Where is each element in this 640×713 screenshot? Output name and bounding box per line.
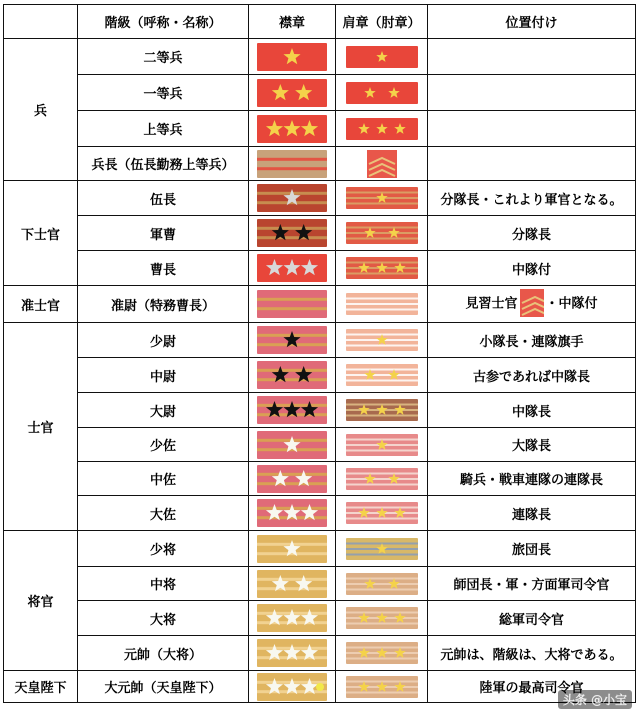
category-cell: 兵 (4, 39, 78, 181)
chevron-insignia-icon (367, 150, 397, 178)
shoulder-insignia-icon (346, 222, 418, 244)
collar-cell (249, 601, 336, 636)
position-cell: 師団長・軍・方面軍司令官 (428, 567, 636, 601)
shoulder-cell (336, 393, 428, 428)
insignia-stripe (257, 587, 327, 590)
table-row (4, 216, 636, 251)
position-cell: 古参であれば中隊長 (428, 358, 636, 393)
insignia-stripe (346, 227, 418, 229)
insignia-stripe (346, 691, 418, 693)
rank-name-cell: 大将 (78, 601, 249, 636)
shoulder-cell (336, 358, 428, 393)
shoulder-insignia-icon (346, 502, 418, 524)
position-cell: 総軍司令官 (428, 601, 636, 636)
collar-cell (249, 181, 336, 216)
rank-name-cell: 少将 (78, 531, 249, 567)
collar-insignia-icon (257, 43, 327, 71)
rank-name-cell: 中将 (78, 567, 249, 601)
insignia-stripe (257, 378, 327, 381)
collar-insignia-icon (257, 361, 327, 389)
collar-insignia-icon (257, 219, 327, 247)
rank-name-cell: 中尉 (78, 358, 249, 393)
insignia-stripe (257, 482, 327, 485)
insignia-stripe (346, 303, 418, 305)
position-cell (428, 111, 636, 147)
collar-cell (249, 358, 336, 393)
table-row (4, 181, 636, 216)
shoulder-insignia-icon (346, 607, 418, 629)
insignia-stripe (257, 227, 327, 230)
position-cell: 旅団長 (428, 531, 636, 567)
collar-cell (249, 393, 336, 428)
insignia-background (257, 219, 327, 247)
insignia-stripe (346, 369, 418, 371)
insignia-background (257, 150, 327, 178)
position-cell: 中隊付 (428, 251, 636, 286)
collar-insignia-icon (257, 431, 327, 459)
shoulder-insignia-icon (346, 538, 418, 560)
table-row (4, 393, 636, 428)
insignia-stripe (257, 472, 327, 475)
insignia-stripe (346, 583, 418, 585)
shoulder-insignia-icon (346, 46, 418, 68)
collar-cell (249, 75, 336, 111)
insignia-stripe (257, 369, 327, 372)
collar-cell (249, 671, 336, 703)
rank-name-cell: 大元帥（天皇陛下） (78, 671, 249, 703)
table-row (4, 428, 636, 462)
table-row (4, 147, 636, 181)
collar-cell (249, 531, 336, 567)
insignia-stripe (346, 588, 418, 590)
position-cell: 大隊長 (428, 428, 636, 462)
rank-name-cell: 少佐 (78, 428, 249, 462)
collar-cell (249, 147, 336, 181)
insignia-stripe (346, 203, 418, 205)
shoulder-insignia-icon (346, 434, 418, 456)
shoulder-insignia-icon (346, 257, 418, 279)
shoulder-cell (336, 496, 428, 531)
chrysanthemum-mark (316, 683, 324, 691)
shoulder-cell (336, 671, 428, 703)
collar-insignia-icon (257, 639, 327, 667)
rank-name-cell: 准尉（特務曹長） (78, 286, 249, 323)
shoulder-insignia-icon (346, 642, 418, 664)
shoulder-cell (336, 286, 428, 323)
shoulder-insignia-icon (346, 329, 418, 351)
shoulder-cell (336, 636, 428, 671)
shoulder-insignia-icon (346, 468, 418, 490)
position-cell: 元帥は、階級は、大将である。 (428, 636, 636, 671)
shoulder-cell (336, 567, 428, 601)
position-cell (428, 286, 636, 323)
collar-insignia-icon (257, 604, 327, 632)
table-row (4, 462, 636, 496)
collar-cell (249, 636, 336, 671)
rank-name-cell: 少尉 (78, 323, 249, 358)
collar-insignia-icon (257, 150, 327, 178)
position-cell: 分隊長・これより軍官となる。 (428, 181, 636, 216)
position-cell: 小隊長・連隊旗手 (428, 323, 636, 358)
header-shoulder: 肩章（肘章） (336, 5, 428, 39)
rank-name-cell: 大佐 (78, 496, 249, 531)
shoulder-insignia-icon (346, 399, 418, 421)
insignia-stripe (346, 658, 418, 660)
shoulder-insignia-icon (346, 573, 418, 595)
chevron-insignia-icon (520, 289, 544, 319)
shoulder-cell (336, 216, 428, 251)
collar-insignia-icon (257, 254, 327, 282)
insignia-stripe (346, 380, 418, 382)
table-row (4, 496, 636, 531)
insignia-stripe (346, 518, 418, 520)
insignia-background (257, 465, 327, 493)
shoulder-cell (336, 323, 428, 358)
header-rank: 階級（呼称・名称） (78, 5, 249, 39)
header-blank (4, 5, 78, 39)
collar-cell (249, 286, 336, 323)
insignia-stripe (346, 553, 418, 555)
shoulder-cell (336, 531, 428, 567)
rank-name-cell: 兵長（伍長勤務上等兵） (78, 147, 249, 181)
collar-insignia-icon (257, 499, 327, 527)
collar-cell (249, 567, 336, 601)
table-row (4, 323, 636, 358)
position-cell (428, 39, 636, 75)
collar-insignia-icon (257, 535, 327, 563)
insignia-stripe (257, 577, 327, 580)
shoulder-insignia-icon (346, 676, 418, 698)
header-position: 位置付け (428, 5, 636, 39)
shoulder-cell (336, 39, 428, 75)
shoulder-cell (336, 147, 428, 181)
position-text-b: ・中隊付 (545, 296, 598, 312)
collar-insignia-icon (257, 570, 327, 598)
shoulder-cell (336, 428, 428, 462)
insignia-stripe (346, 273, 418, 275)
table-row (4, 75, 636, 111)
collar-insignia-icon (257, 290, 327, 318)
position-cell: 分隊長 (428, 216, 636, 251)
table-row (4, 671, 636, 703)
collar-cell (249, 323, 336, 358)
table-row (4, 531, 636, 567)
collar-cell (249, 111, 336, 147)
category-cell: 准士官 (4, 286, 78, 323)
collar-cell (249, 496, 336, 531)
shoulder-insignia-icon (346, 293, 418, 315)
shoulder-insignia-icon (346, 118, 418, 140)
header-collar: 襟章 (249, 5, 336, 39)
position-cell: 騎兵・戦車連隊の連隊長 (428, 462, 636, 496)
collar-insignia-icon (257, 396, 327, 424)
rank-name-cell: 上等兵 (78, 111, 249, 147)
insignia-background (257, 570, 327, 598)
insignia-background (257, 79, 327, 107)
collar-cell (249, 39, 336, 75)
insignia-stripe (346, 449, 418, 451)
shoulder-insignia-icon (346, 187, 418, 209)
position-cell: 陸軍の最高司令官 (428, 671, 636, 703)
collar-cell (249, 428, 336, 462)
table-row (4, 636, 636, 671)
insignia-background (257, 361, 327, 389)
insignia-stripe (257, 307, 327, 310)
table-row (4, 567, 636, 601)
collar-insignia-icon (257, 465, 327, 493)
collar-cell (249, 251, 336, 286)
insignia-stripe (346, 478, 418, 480)
rank-name-cell: 大尉 (78, 393, 249, 428)
rank-name-cell: 軍曹 (78, 216, 249, 251)
position-cell: 連隊長 (428, 496, 636, 531)
position-cell: 中隊長 (428, 393, 636, 428)
insignia-stripe (346, 483, 418, 485)
shoulder-insignia-icon (346, 364, 418, 386)
collar-insignia-icon (257, 79, 327, 107)
insignia-stripe (346, 345, 418, 347)
table-row (4, 601, 636, 636)
insignia-stripe (257, 157, 327, 160)
rank-name-cell: 一等兵 (78, 75, 249, 111)
shoulder-insignia-icon (346, 82, 418, 104)
table-row (4, 251, 636, 286)
rank-name-cell: 中佐 (78, 462, 249, 496)
insignia-stripe (257, 298, 327, 301)
category-cell: 将官 (4, 531, 78, 671)
collar-insignia-icon (257, 184, 327, 212)
position-cell (428, 147, 636, 181)
insignia-stripe (346, 232, 418, 234)
insignia-stripe (346, 415, 418, 417)
watermark: 头条 @小宝 (558, 690, 632, 709)
rank-name-cell: 二等兵 (78, 39, 249, 75)
insignia-stripe (346, 577, 418, 579)
shoulder-cell (336, 75, 428, 111)
header-row (4, 5, 636, 39)
collar-insignia-icon (257, 673, 327, 701)
category-cell: 下士官 (4, 181, 78, 286)
insignia-stripe (346, 623, 418, 625)
rank-table (3, 4, 636, 703)
table-row (4, 358, 636, 393)
table-row (4, 111, 636, 147)
insignia-stripe (346, 309, 418, 311)
table-row (4, 39, 636, 75)
category-cell: 士官 (4, 323, 78, 531)
insignia-stripe (346, 238, 418, 240)
table-row (4, 286, 636, 323)
collar-insignia-icon (257, 326, 327, 354)
rank-name-cell: 元帥（大将） (78, 636, 249, 671)
position-text-a: 見習士官 (465, 296, 518, 312)
rank-name-cell: 曹長 (78, 251, 249, 286)
position-cell (428, 75, 636, 111)
collar-cell (249, 462, 336, 496)
insignia-stripe (346, 472, 418, 474)
rank-name-cell: 伍長 (78, 181, 249, 216)
shoulder-cell (336, 111, 428, 147)
shoulder-cell (336, 601, 428, 636)
insignia-stripe (346, 298, 418, 300)
collar-insignia-icon (257, 115, 327, 143)
insignia-background (257, 290, 327, 318)
shoulder-cell (336, 251, 428, 286)
insignia-stripe (346, 374, 418, 376)
insignia-background (346, 82, 418, 104)
shoulder-cell (336, 462, 428, 496)
insignia-stripe (257, 167, 327, 170)
shoulder-cell (336, 181, 428, 216)
insignia-stripe (257, 236, 327, 239)
collar-cell (249, 216, 336, 251)
category-cell: 天皇陛下 (4, 671, 78, 703)
